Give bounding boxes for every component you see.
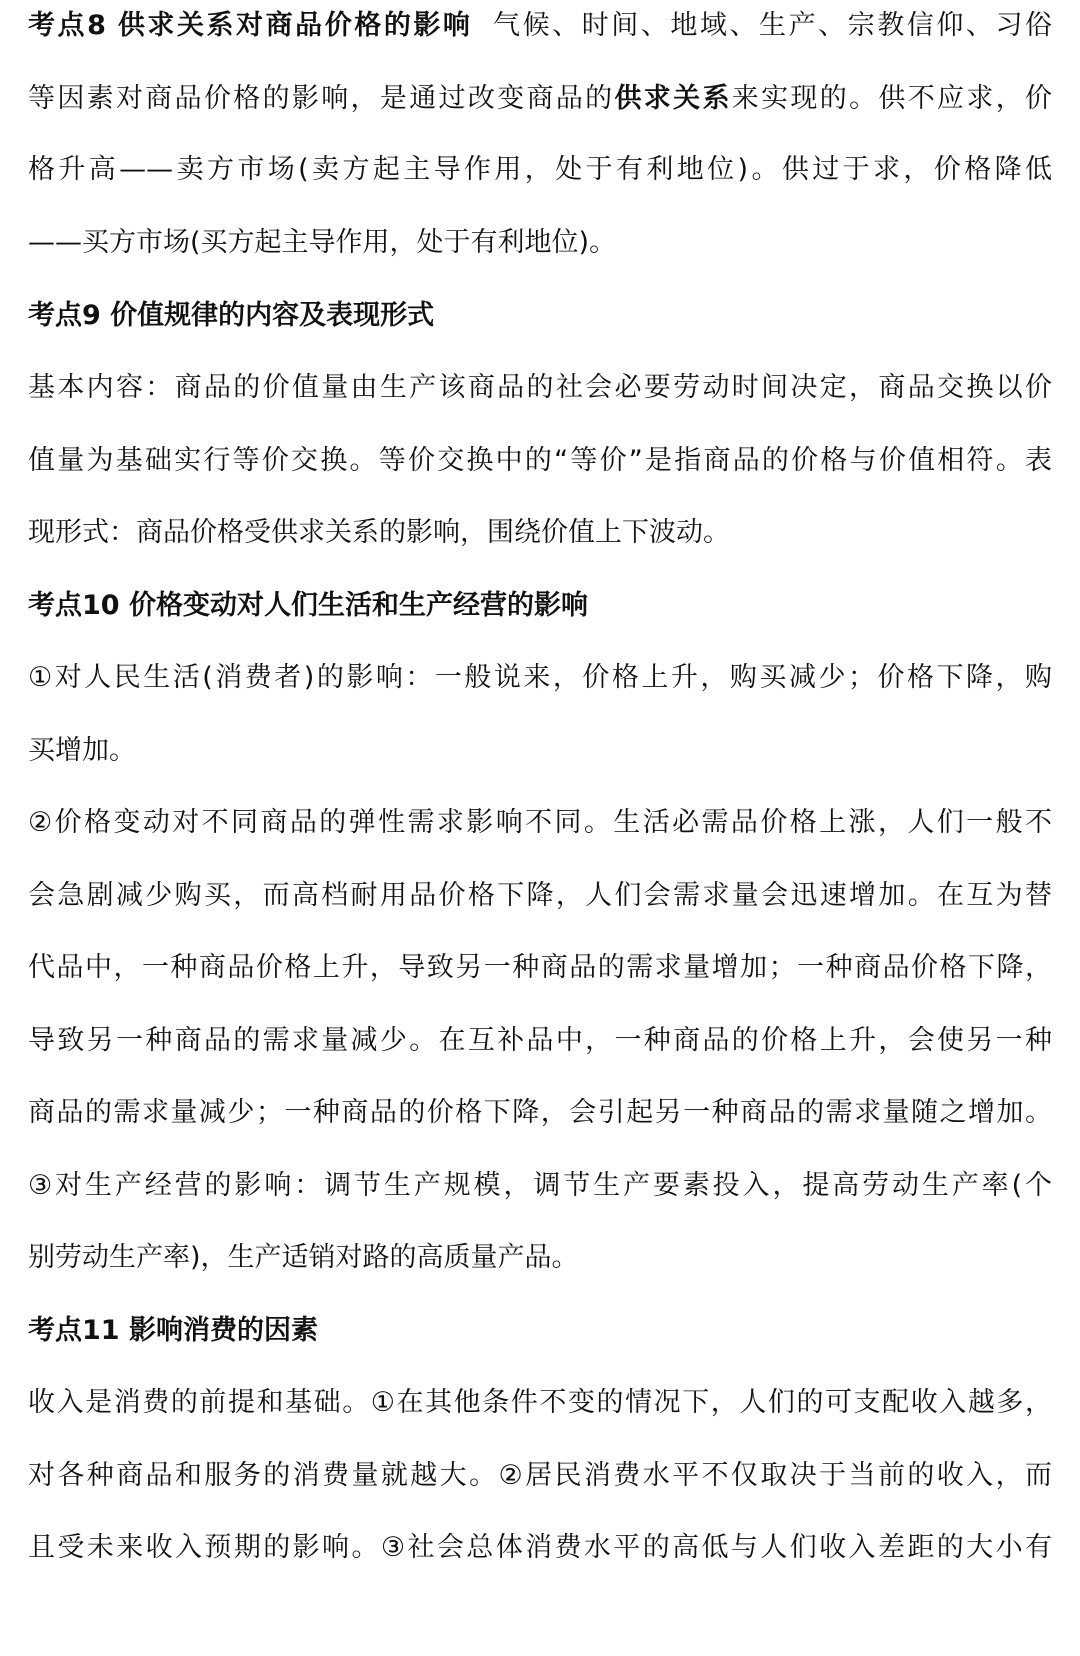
section-8-line-2 bbox=[28, 79, 1052, 119]
section-10-line-8: ③对生产经营的影响：调节生产规模，调节生产要素投入，提高劳动生产率(个 bbox=[28, 1170, 1052, 1201]
section-9-line-1: 基本内容：商品的价值量由生产该商品的社会必要劳动时间决定，商品交换以价 bbox=[28, 372, 1052, 403]
section-10-line-2: 买增加。 bbox=[28, 735, 136, 766]
section-8-line-3: 格升高——卖方市场(卖方起主导作用，处于有利地位)。供过于求，价格降低 bbox=[28, 154, 1052, 185]
section-11-line-3: 且受未来收入预期的影响。③社会总体消费水平的高低与人们收入差距的大小有 bbox=[28, 1532, 1052, 1563]
section-10-line-3: ②价格变动对不同商品的弹性需求影响不同。生活必需品价格上涨，人们一般不 bbox=[28, 807, 1052, 838]
emphasis-supply-demand: 供求关系 bbox=[614, 83, 732, 114]
section-8-line-1 bbox=[28, 6, 1052, 46]
section-8-text: 等因素对商品价格的影响，是通过改变商品的 bbox=[28, 83, 615, 114]
section-10-line-7: 商品的需求量减少；一种商品的价格下降，会引起另一种商品的需求量随之增加。 bbox=[28, 1097, 1052, 1128]
section-11-line-1: 收入是消费的前提和基础。①在其他条件不变的情况下，人们的可支配收入越多， bbox=[28, 1387, 1052, 1418]
document-page bbox=[28, 0, 1052, 1656]
section-10-line-6: 导致另一种商品的需求量减少。在互补品中，一种商品的价格上升，会使另一种 bbox=[28, 1025, 1052, 1056]
section-8-text: 来实现的。供不应求，价 bbox=[731, 83, 1052, 114]
section-8-line-4: ——买方市场(买方起主导作用，处于有利地位)。 bbox=[28, 227, 617, 258]
section-11-line-2: 对各种商品和服务的消费量就越大。②居民消费水平不仅取决于当前的收入，而 bbox=[28, 1460, 1052, 1491]
section-9-line-3: 现形式：商品价格受供求关系的影响，围绕价值上下波动。 bbox=[28, 517, 730, 548]
section-11-heading: 考点11 影响消费的因素 bbox=[28, 1315, 318, 1346]
section-9-line-2: 值量为基础实行等价交换。等价交换中的“等价”是指商品的价格与价值相符。表 bbox=[28, 445, 1052, 476]
section-8-heading: 考点8 供求关系对商品价格的影响 bbox=[28, 10, 473, 41]
section-10-heading: 考点10 价格变动对人们生活和生产经营的影响 bbox=[28, 590, 588, 621]
section-10-line-4: 会急剧减少购买，而高档耐用品价格下降，人们会需求量会迅速增加。在互为替 bbox=[28, 880, 1052, 911]
section-10-line-1: ①对人民生活(消费者)的影响：一般说来，价格上升，购买减少；价格下降，购 bbox=[28, 662, 1052, 693]
section-9-heading: 考点9 价值规律的内容及表现形式 bbox=[28, 300, 435, 331]
section-10-line-5: 代品中，一种商品价格上升，导致另一种商品的需求量增加；一种商品价格下降， bbox=[28, 952, 1052, 983]
section-8-text: 气候、时间、地域、生产、宗教信仰、习俗 bbox=[490, 10, 1052, 41]
section-10-line-9: 别劳动生产率)，生产适销对路的高质量产品。 bbox=[28, 1242, 579, 1273]
